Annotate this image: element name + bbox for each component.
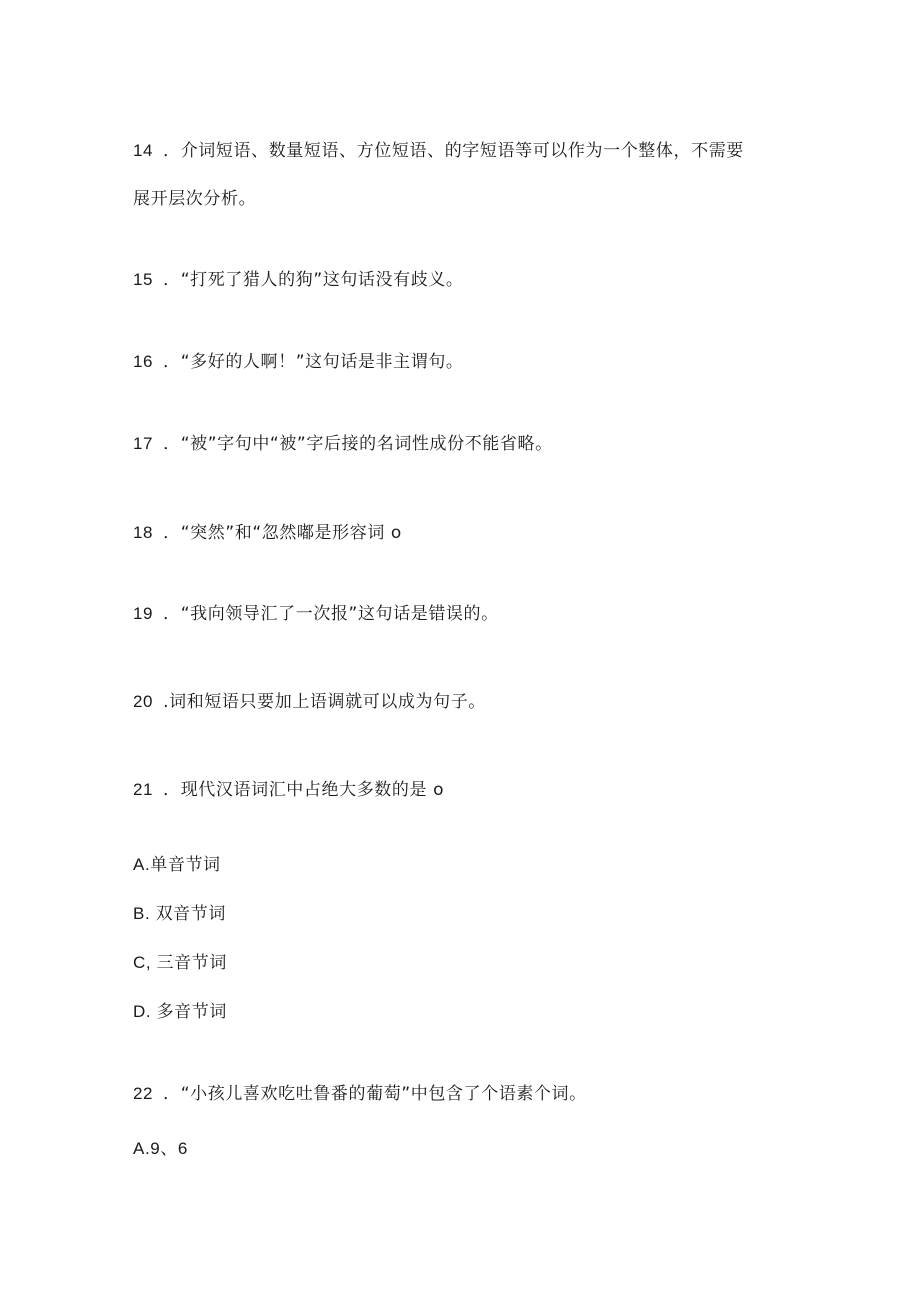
question-21 [133,779,444,801]
question-text: ．现代汉语词汇中占绝大多数的是 o [163,780,445,800]
option-a [133,1138,188,1160]
question-number: 22 [133,1084,154,1103]
question-number: 20 [133,692,154,711]
option-a [133,854,221,876]
question-19 [133,603,499,625]
question-14-line-1 [133,140,744,162]
question-text: .词和短语只要加上语调就可以成为句子。 [163,692,486,712]
option-c [133,952,227,974]
question-text: ．“小孩儿喜欢吃吐鲁番的葡萄”中包含了个语素个词。 [163,1084,587,1104]
question-14-line-2 [133,188,256,210]
question-15 [133,269,464,291]
question-22 [133,1083,587,1105]
question-text: ．介词短语、数量短语、方位短语、的字短语等可以作为一个整体，不需要 [163,141,744,161]
question-16 [133,351,464,373]
question-number: 15 [133,270,154,289]
question-number: 18 [133,523,154,542]
option-text: C, 三音节词 [133,953,227,972]
question-number: 21 [133,780,154,799]
question-20 [133,691,486,713]
question-text: 展开层次分析。 [133,189,257,209]
question-17 [133,433,553,455]
question-number: 17 [133,434,154,453]
question-text: ．“我向领导汇了一次报”这句话是错误的。 [163,604,499,624]
option-text: B. 双音节词 [133,904,226,923]
question-text: ．“被”字句中“被”字后接的名词性成份不能省略。 [163,434,553,454]
question-text: ．“突然”和“忽然嘟是形容词 o [163,523,402,543]
option-b [133,903,226,925]
question-18 [133,522,402,544]
question-text: ．“打死了猎人的狗”这句话没有歧义。 [163,270,464,290]
option-text: A.9、6 [133,1139,188,1158]
question-number: 19 [133,604,154,623]
option-text: D. 多音节词 [133,1002,227,1021]
question-text: ．“多好的人啊！”这句话是非主谓句。 [163,352,464,372]
question-number: 16 [133,352,154,371]
option-d [133,1001,227,1023]
option-text: A.单音节词 [133,855,221,874]
question-number: 14 [133,141,154,160]
